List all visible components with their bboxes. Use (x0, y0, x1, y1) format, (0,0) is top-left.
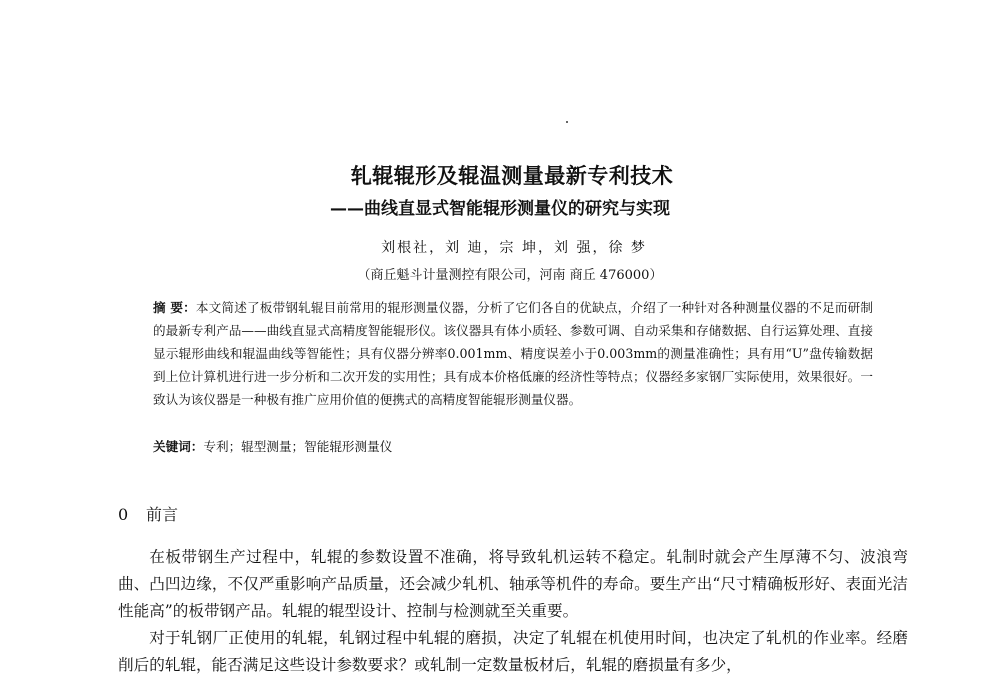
paragraph: 对于轧钢厂正使用的轧辊，轧钢过程中轧辊的磨损，决定了轧辊在机使用时间，也决定了轧机的作业率。经磨削后的轧辊，能否满足这些设计参数要求？或轧制一定数量板材后，轧辊的磨损量有多少， (118, 629, 908, 674)
abstract-text: 本文简述了板带钢轧辊目前常用的辊形测量仪器，分析了它们各自的优缺点，介绍了一种针对各种测量仪器的不足而研制的最新专利产品——曲线直显式高精度智能辊形仪。该仪器具有体小质轻、参数可调、自动采集和存储数据、自行运算处理、直接显示辊形曲线和辊温曲线等智能性；具有仪器分辨率0.001mm、精度误差小于0.003mm的测量准确性；具有用“U”盘传输数据到上位计算机进行进一步分析和二次开发的实用性；具有成本价格低廉的经济性等特点；仪器经多家钢厂实际使用，效果很好。一致认为该仪器是一种极有推广应用价值的便携式的高精度智能辊形测量仪器。 (153, 300, 873, 407)
section-title: 前言 (146, 505, 179, 524)
paper-subtitle: ——曲线直显式智能辊形测量仪的研究与实现 (330, 199, 670, 219)
keywords-text: 专利；辊型测量；智能辊形测量仪 (203, 439, 393, 454)
section-number: 0 (118, 505, 129, 524)
affiliation: （商丘魁斗计量测控有限公司，河南 商丘 476000） (357, 268, 663, 283)
paper-title: 轧辊辊形及辊温测量最新专利技术 (350, 164, 674, 188)
paragraph: 在板带钢生产过程中，轧辊的参数设置不准确，将导致轧机运转不稳定。轧制时就会产生厚薄不匀、波浪弯曲、凸凹边缘，不仅严重影响产品质量，还会减少轧机、轴承等机件的寿命。要生产出“尺寸精确板形好、表面光洁性能高”的板带钢产品。轧辊的辊型设计、控制与检测就至关重要。 (118, 548, 908, 620)
abstract-label: 摘 要： (153, 300, 196, 315)
section-heading (118, 502, 178, 525)
keywords (153, 436, 392, 455)
authors: 刘根社，刘 迪，宗 坤，刘 强，徐 梦 (381, 240, 647, 256)
body-text (118, 544, 908, 679)
scan-speck (566, 121, 568, 123)
keywords-label: 关键词： (153, 439, 204, 454)
abstract (153, 296, 873, 411)
